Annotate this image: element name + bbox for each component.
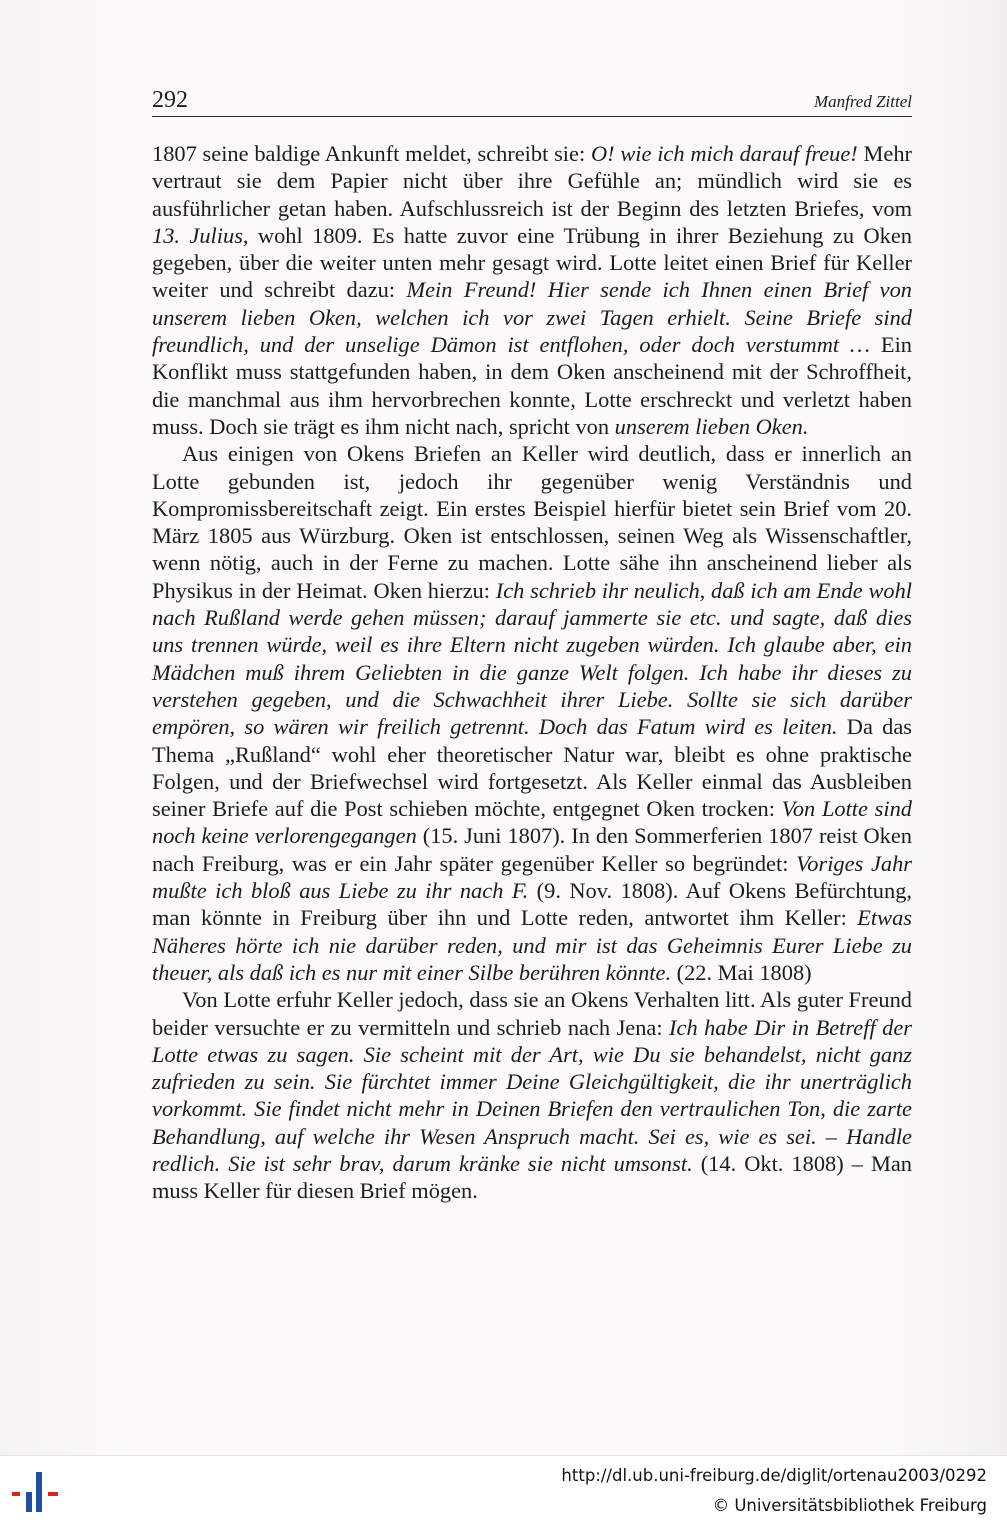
text-run: Von Lotte erfuhr Keller jedoch, dass sie an Okens Verhalten litt. Als guter Freund beider versuchte er zu vermitteln und schrieb nach Jena: [152,987,912,1040]
text-run: Mehr vertraut sie dem Papier nicht über ihre Gefühle an; mündlich wird sie es ausführlicher getan haben. Aufschlussreich ist der Beginn des letzten Briefes, vom [152,141,912,221]
text-run: (15. Juni 1807). In den Sommerferien 1807 reist Oken nach Freiburg, was er ein Jahr später gegenüber Keller so begründet: [152,823,912,876]
text-run: , wohl 1809. Es hatte zuvor eine Trübung in ihrer Beziehung zu Oken gegeben, über die weiter unten mehr gesagt wird. Lotte leitet einen Brief für Keller weiter und schreibt dazu: [152,222,912,303]
italic-quote: O! wie ich mich darauf freue! [590,141,858,166]
copyright-notice: © Universitätsbibliothek Freiburg [712,1496,987,1515]
text-run: (14. Okt. 1808) – Man muss Keller für diesen Brief mögen. [152,1150,912,1204]
running-head-author: Manfred Zittel [813,92,912,111]
italic-quote: Voriges Jahr mußte ich bloß aus Liebe zu ihr nach F. [152,850,912,904]
italic-quote: Von Lotte sind noch keine verlorengegangen [152,796,912,849]
page-number: 292 [152,87,188,113]
paragraph-3 [152,986,912,1204]
logo-blue-left-stem [26,1492,32,1512]
italic-quote: 13. Julius [152,222,243,248]
page-header [152,84,912,117]
text-run: Ein Konflikt muss stattgefunden haben, in dem Oken anscheinend mit der Schroffheit, die manchmal aus ihm hervorbrechen konnte, Lotte erschreckt und verletzt haben muss. Doch sie trägt es ihm nicht nach, spricht von [152,332,912,439]
viewer-footer [0,1455,1007,1526]
logo-blue-tall-stem [36,1472,42,1512]
body-text [152,140,912,1205]
text-run: Da das Thema „Rußland“ wohl eher theoretischer Natur war, bleibt es ohne praktische Folgen, und der Briefwechsel wird fortgesetzt. Als Keller einmal das Ausbleiben seiner Briefe auf die Post schieben möchte, entgegnet Oken trocken: [152,714,912,822]
italic-quote: Etwas Näheres hörte ich nie darüber reden, und mir ist das Geheimnis Eurer Liebe zu theuer, als daß ich es nur mit einer Silbe berühren könnte. [152,905,912,985]
text-run: (22. Mai 1808) [671,959,812,985]
italic-quote: unserem lieben Oken. [614,413,809,439]
paragraph-2 [152,440,912,986]
italic-quote: Mein Freund! Hier sende ich Ihnen einen Brief von unserem lieben Oken, welchen ich vor zwei Tagen erhielt. Seine Briefe sind freundlich, und der unselige Dämon ist entflohen, oder doch verstummt … [152,277,912,358]
document-url[interactable]: http://dl.ub.uni-freiburg.de/diglit/ortenau2003/0292 [561,1466,987,1485]
paragraph-1 [152,140,912,440]
text-run: 1807 seine baldige Ankunft meldet, schreibt sie: [152,141,591,166]
italic-quote: Ich schrieb ihr neulich, daß ich am Ende wohl nach Rußland werde gehen müssen; darauf jammerte sie etc. und sagte, daß dies uns trennen würde, weil es ihre Eltern nicht zugeben würden. Ich glaube aber, ein Mädchen muß ihrem Geliebten in die ganze Welt folgen. Ich habe ihr dieses zu verstehen gegeben, und die Schwachheit ihrer Liebe. Sollte sie sich darüber empören, so wären wir freilich getrennt. Doch das Fatum wird es leiten. [152,577,912,740]
italic-quote: Ich habe Dir in Betreff der Lotte etwas zu sagen. Sie scheint mit der Art, wie Du sie behandelst, nicht ganz zufrieden zu sein. Sie fürchtet immer Deine Gleichgültigkeit, die ihr unerträglich vorkommt. Sie findet nicht mehr in Deinen Briefen den vertraulichen Ton, die zarte Behandlung, auf welche ihr Wesen Anspruch macht. Sei es, wie es sei. – Handle redlich. Sie ist sehr brav, darum kränke sie nicht umsonst. [152,1014,912,1176]
logo-red-left-bar [12,1492,20,1496]
ub-freiburg-logo-icon[interactable] [12,1466,64,1518]
text-run: (9. Nov. 1808). Auf Okens Befürchtung, man könnte in Freiburg über ihn und Lotte reden, antwortet ihm Keller: [152,878,912,931]
logo-red-right-bar [48,1492,58,1496]
text-run: Aus einigen von Okens Briefen an Keller wird deutlich, dass er innerlich an Lotte gebunden ist, jedoch ihr gegenüber wenig Verständnis und Kompromissbereitschaft zeigt. Ein erstes Beispiel hierfür bietet sein Brief vom 20. März 1805 aus Würzburg. Oken ist entschlossen, seinen Weg als Wissenschaftler, wenn nötig, auch in der Ferne zu machen. Lotte sähe ihn anscheinend lieber als Physikus in der Heimat. Oken hierzu: [152,441,912,603]
